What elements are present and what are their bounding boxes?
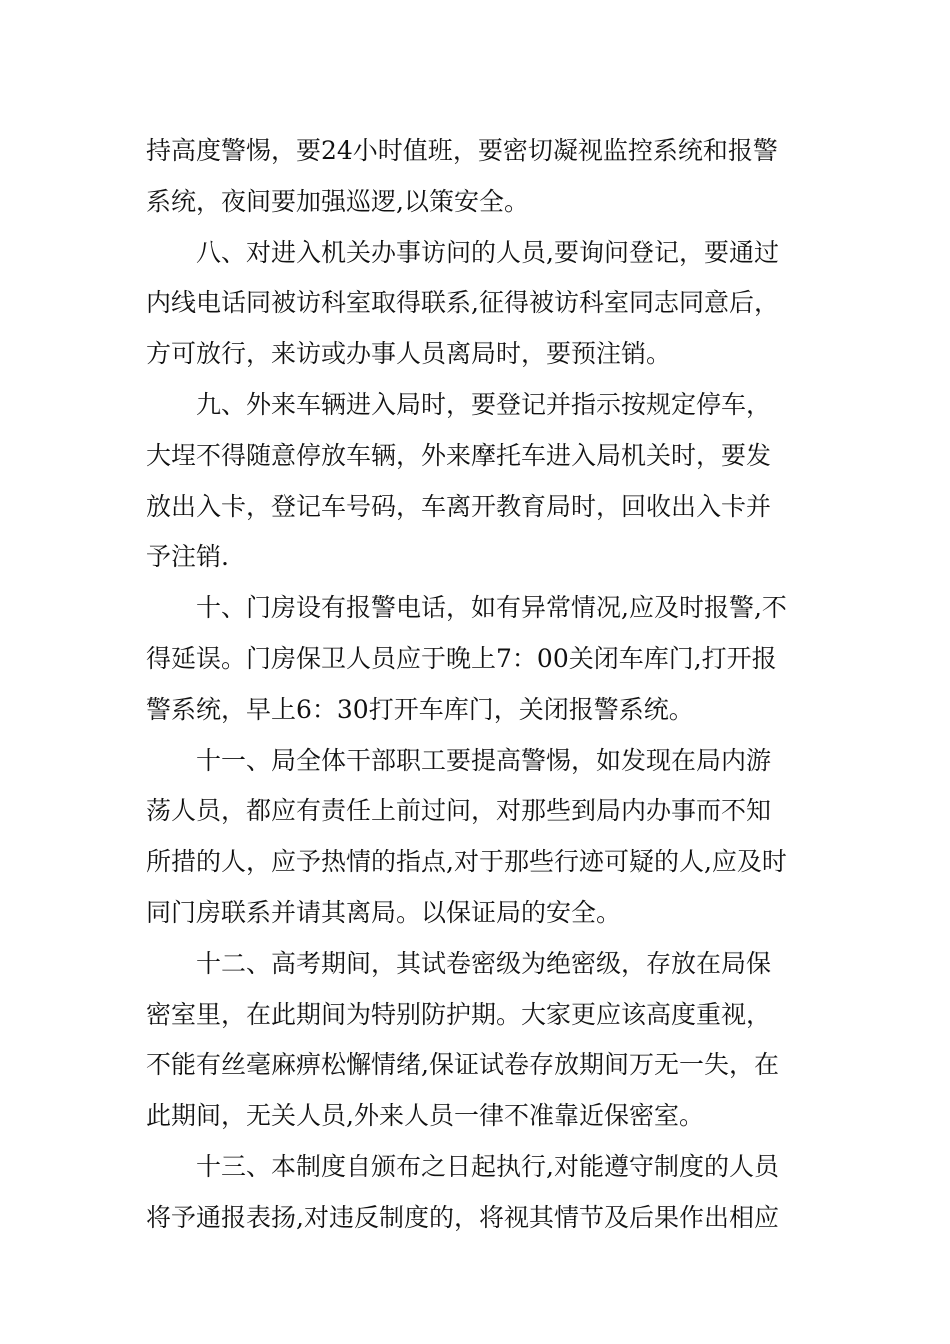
paragraph-9-start: 九、外来车辆进入局时，要登记并指示按规定停车，	[196, 389, 772, 419]
text-line: 不能有丝毫麻痹松懈情绪,保证试卷存放期间万无一失，在	[146, 1050, 779, 1080]
text-line: 将予通报表扬,对违反制度的，将视其情节及后果作出相应	[146, 1202, 779, 1232]
document-body	[146, 126, 806, 1244]
text-line: 密室里，在此期间为特别防护期。大家更应该高度重视，	[146, 999, 772, 1029]
paragraph-13-start: 十三、本制度自颁布之日起执行,对能遵守制度的人员	[196, 1151, 779, 1181]
text-line: 此期间，无关人员,外来人员一律不准靠近保密室。	[146, 1101, 704, 1131]
paragraph-11-start: 十一、局全体干部职工要提高警惕，如发现在局内游	[196, 745, 772, 775]
text-line: 荡人员，都应有责任上前过问，对那些到局内办事而不知	[146, 796, 772, 826]
text-line: 所措的人，应予热情的指点,对于那些行迹可疑的人,应及时	[146, 847, 787, 877]
text-line: 系统，夜间要加强巡逻,以策安全。	[146, 186, 529, 216]
text-line: 警系统，早上6：30打开车库门，关闭报警系统。	[146, 694, 694, 724]
paragraph-8-start: 八、对进入机关办事访问的人员,要询问登记，要通过	[196, 237, 779, 267]
text-line: 放出入卡，登记车号码，车离开教育局时，回收出入卡并	[146, 491, 772, 521]
text-line: 持高度警惕，要24小时值班，要密切凝视监控系统和报警	[146, 136, 778, 165]
text-line: 方可放行，来访或办事人员离局时，要预注销。	[146, 339, 672, 369]
paragraph-12-start: 十二、高考期间，其试卷密级为绝密级，存放在局保	[196, 948, 772, 978]
paragraph-10-start: 十、门房设有报警电话，如有异常情况,应及时报警,不	[196, 593, 787, 623]
text-line: 同门房联系并请其离局。以保证局的安全。	[146, 897, 622, 927]
text-line: 得延误。门房保卫人员应于晚上7：00关闭车库门,打开报	[146, 643, 777, 673]
text-line: 予注销.	[146, 542, 229, 572]
text-line: 内线电话同被访科室取得联系,征得被访科室同志同意后，	[146, 288, 779, 318]
text-line: 大埕不得随意停放车辆，外来摩托车进入局机关时，要发	[146, 440, 772, 470]
